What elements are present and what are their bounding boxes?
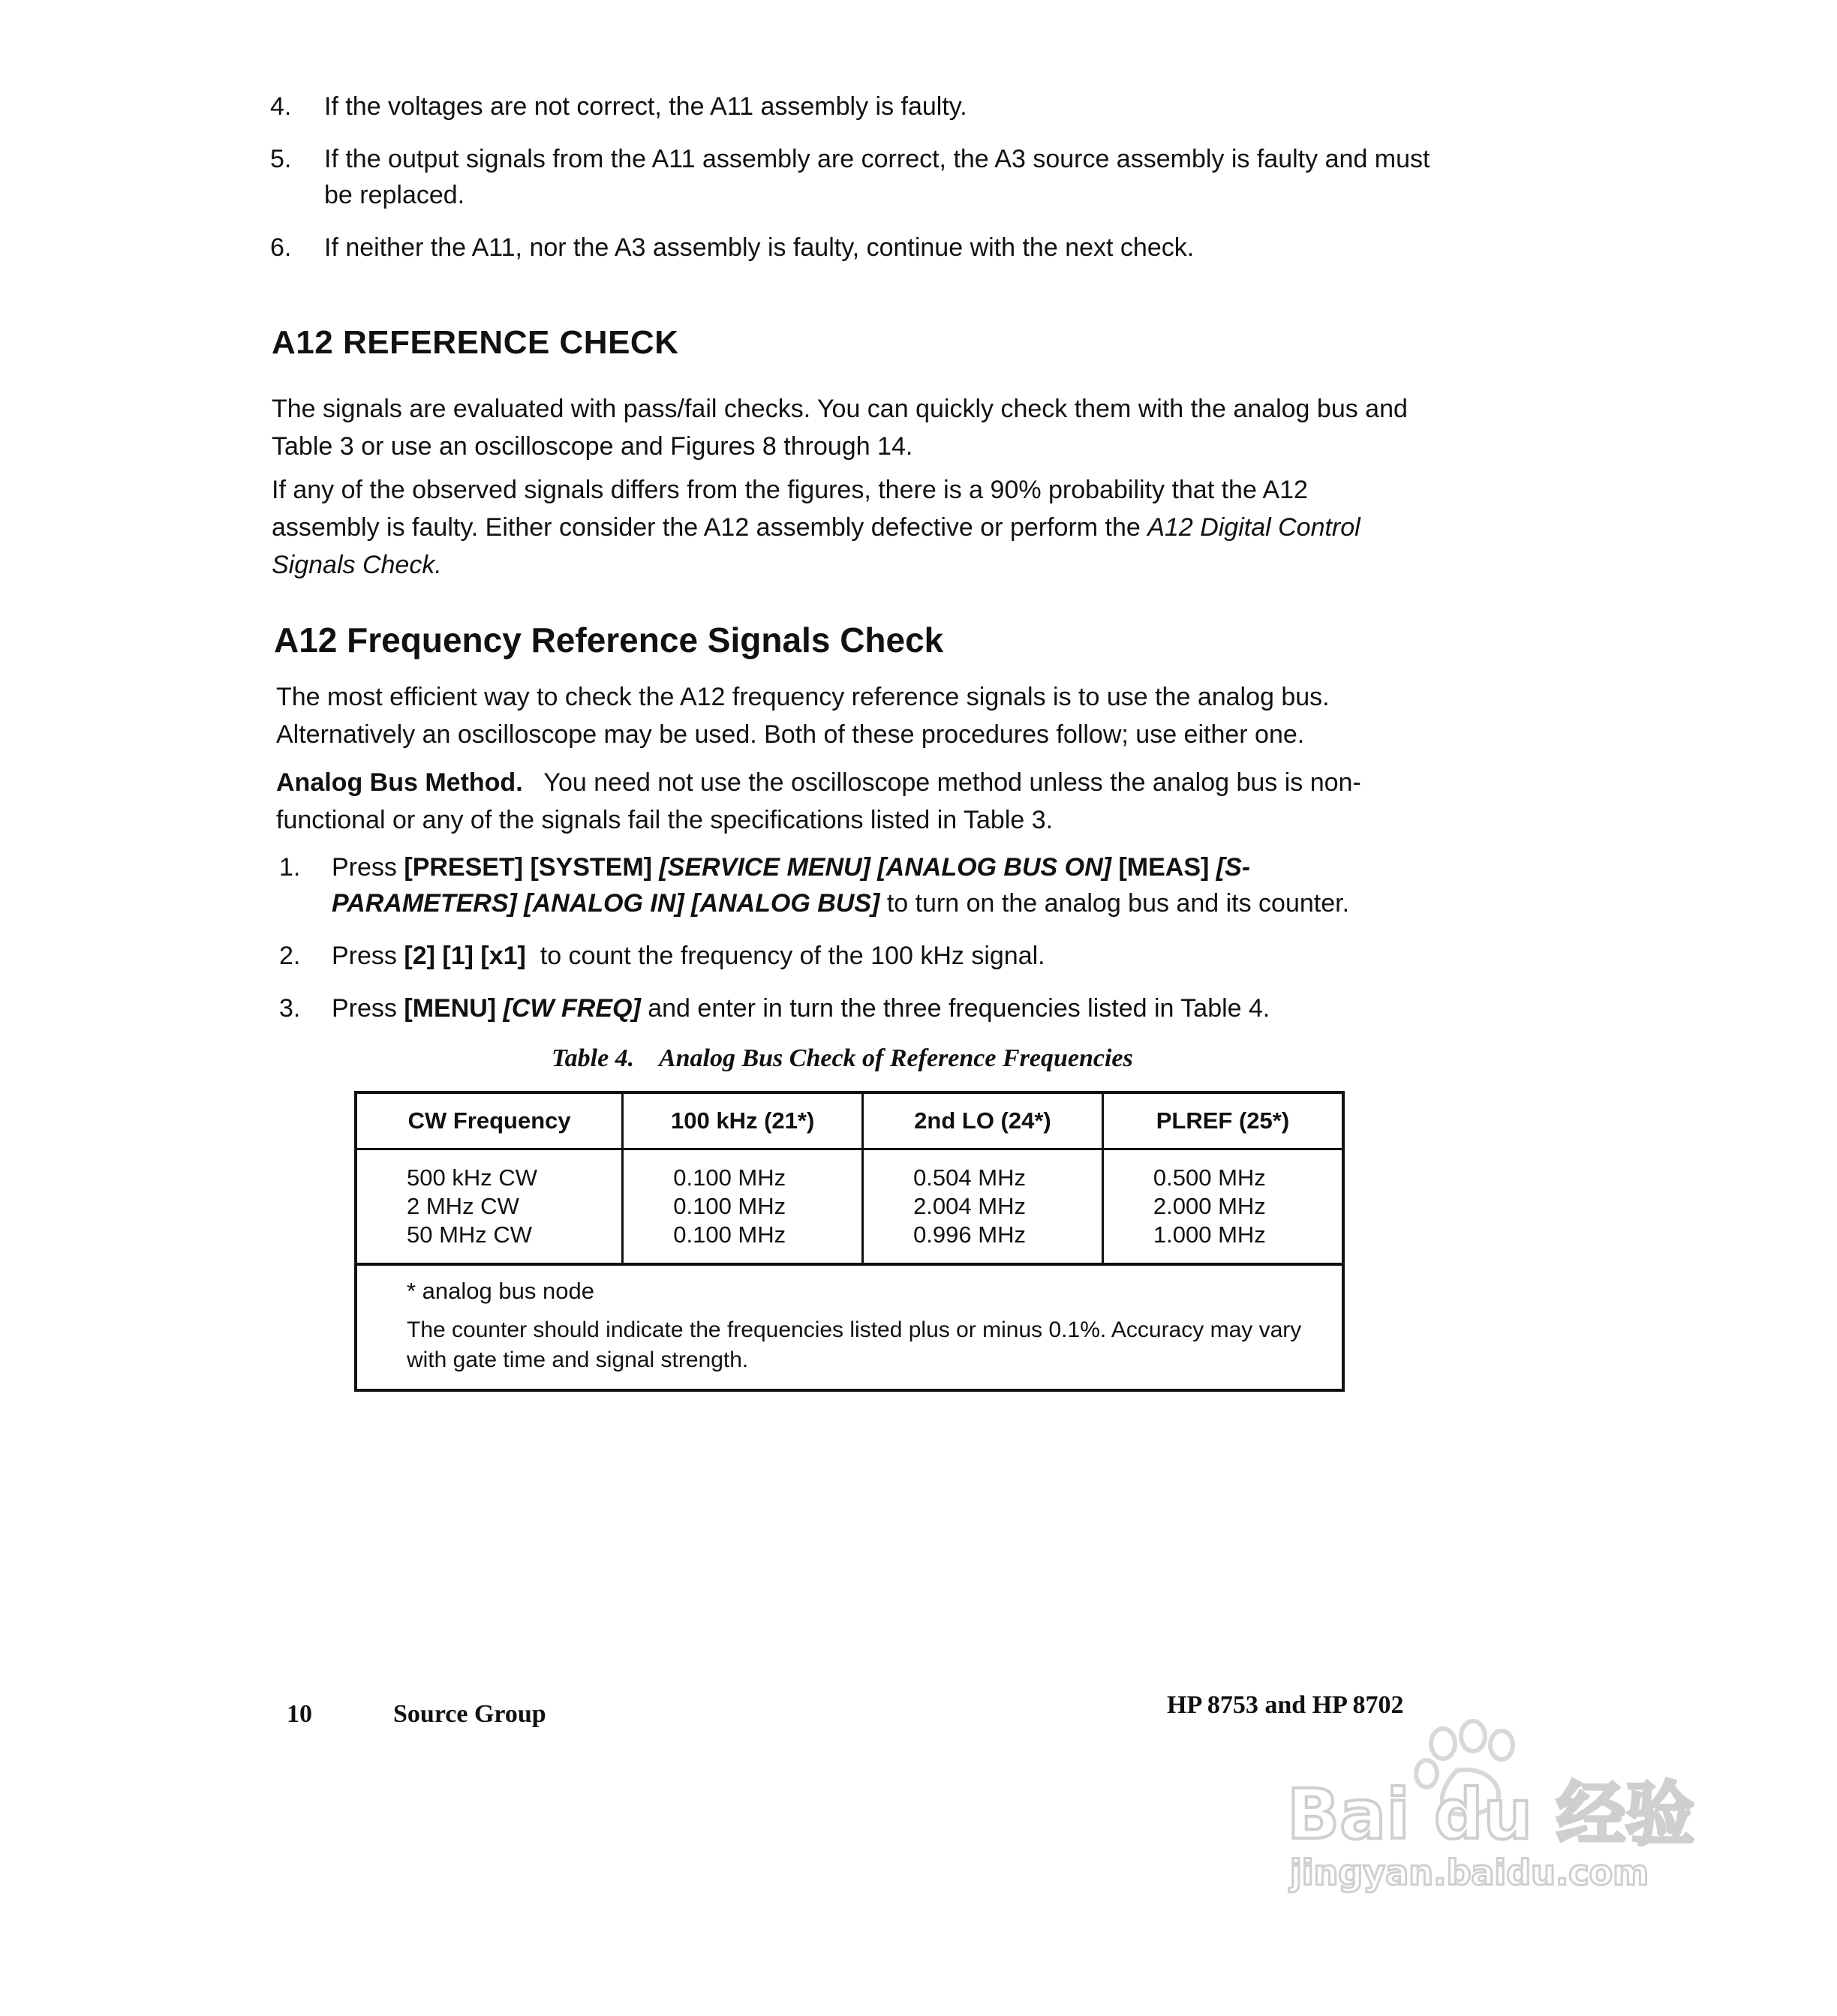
table-footnote: * analog bus node xyxy=(407,1278,594,1304)
column-header: PLREF (25*) xyxy=(1102,1092,1343,1149)
step-text xyxy=(332,990,1420,1026)
table-cell xyxy=(356,1149,623,1265)
section-heading: A12 REFERENCE CHECK xyxy=(272,324,679,361)
step-number: 2. xyxy=(279,942,301,970)
softkey: [SERVICE MENU] xyxy=(659,853,870,882)
column-header: 2nd LO (24*) xyxy=(863,1092,1103,1149)
paragraph: The signals are evaluated with pass/fail checks. You can quickly check them with the analog bus and Table 3 or use an oscilloscope and Figures 8 through 14. xyxy=(272,395,1408,461)
table-notes xyxy=(356,1264,1343,1390)
watermark-url: jingyan.baidu.com xyxy=(1290,1852,1649,1893)
step-number: 1. xyxy=(279,853,301,882)
cell-value: 0.996 MHz xyxy=(913,1221,1026,1248)
cell-value: 0.100 MHz xyxy=(673,1164,786,1191)
hardkey: [MEAS] xyxy=(1118,853,1210,882)
step-number: 3. xyxy=(279,994,301,1023)
footer-section: Source Group xyxy=(393,1700,546,1728)
table-row xyxy=(356,1149,1343,1265)
step-verb: Press xyxy=(332,942,397,970)
table-note: The counter should indicate the frequencies listed plus or minus 0.1%. Accuracy may vary with gate time and signal strength. xyxy=(407,1317,1302,1372)
column-header: CW Frequency xyxy=(356,1092,623,1149)
softkey: [ANALOG BUS] xyxy=(691,889,880,918)
page-number: 10 xyxy=(287,1700,312,1728)
cross-reference: A12 Digital Control Signals Check. xyxy=(272,513,1360,579)
cell-value: 0.504 MHz xyxy=(913,1164,1026,1191)
step-text xyxy=(332,849,1420,921)
paragraph xyxy=(276,764,1417,839)
step-rest: to count the frequency of the 100 kHz signal. xyxy=(540,942,1045,970)
table-cell xyxy=(863,1149,1103,1265)
frequency-table xyxy=(354,1091,1345,1392)
list-text: If neither the A11, nor the A3 assembly is faulty, continue with the next check. xyxy=(324,233,1195,262)
cell-value: 0.100 MHz xyxy=(673,1221,786,1248)
step-rest: and enter in turn the three frequencies listed in Table 4. xyxy=(648,994,1270,1023)
baidu-watermark-logo xyxy=(1279,1718,1700,1913)
cell-value: 0.500 MHz xyxy=(1153,1164,1266,1191)
cell-value: 2 MHz CW xyxy=(407,1193,519,1219)
step-verb: Press xyxy=(332,994,397,1023)
list-number: 6. xyxy=(270,233,292,262)
cell-value: 50 MHz CW xyxy=(407,1221,533,1248)
footer-product: HP 8753 and HP 8702 xyxy=(1167,1691,1404,1719)
cell-value: 0.100 MHz xyxy=(673,1193,786,1219)
section-heading: A12 Frequency Reference Signals Check xyxy=(274,620,944,659)
hardkey: [PRESET] xyxy=(404,853,524,882)
hardkey: [SYSTEM] xyxy=(530,853,652,882)
paragraph-text: You need not use the oscilloscope method unless the analog bus is non-functional or any of the signals fail the specifications listed in Table 3. xyxy=(276,768,1361,834)
watermark-logo-text: Bai du 经验 xyxy=(1287,1774,1695,1855)
cell-value: 500 kHz CW xyxy=(407,1164,537,1191)
list-number: 4. xyxy=(270,92,292,121)
list-number: 5. xyxy=(270,145,292,173)
softkey: [ANALOG IN] xyxy=(524,889,684,918)
table-cell xyxy=(623,1149,863,1265)
step-verb: Press xyxy=(332,853,397,882)
cell-value: 2.004 MHz xyxy=(913,1193,1026,1219)
softkey: [S-PARAMETERS] xyxy=(332,853,1251,918)
list-text: If the output signals from the A11 assembly are correct, the A3 source assembly is faulty and must be replaced. xyxy=(324,145,1430,209)
paragraph xyxy=(272,471,1412,584)
table-cell xyxy=(1102,1149,1343,1265)
table-label: Table 4. xyxy=(552,1044,635,1072)
table-title: Analog Bus Check of Reference Frequencies xyxy=(658,1044,1133,1072)
step-rest: to turn on the analog bus and its counter. xyxy=(886,889,1350,918)
hardkey: [MENU] xyxy=(404,994,497,1023)
softkey: [CW FREQ] xyxy=(503,994,641,1023)
table-notes-row xyxy=(356,1264,1343,1390)
softkey: [ANALOG BUS ON] xyxy=(877,853,1111,882)
hardkeys: [2] [1] [x1] xyxy=(404,942,526,970)
table-header-row xyxy=(356,1092,1343,1149)
cell-value: 2.000 MHz xyxy=(1153,1193,1266,1219)
paragraph: The most efficient way to check the A12 frequency reference signals is to use the analog bus. Alternatively an oscilloscope may be used. Both of these procedures follow; use either one. xyxy=(276,683,1330,749)
list-text: If the voltages are not correct, the A11 assembly is faulty. xyxy=(324,92,967,121)
column-header: 100 kHz (21*) xyxy=(623,1092,863,1149)
cell-value: 1.000 MHz xyxy=(1153,1221,1266,1248)
paragraph-text: If any of the observed signals differs from the figures, there is a 90% probability that the A12 assembly is faulty. Either consider the A12 assembly defective or perform the xyxy=(272,476,1308,542)
run-in-title: Analog Bus Method. xyxy=(276,768,523,797)
table-caption xyxy=(552,1044,1133,1073)
step-text xyxy=(332,938,1420,974)
